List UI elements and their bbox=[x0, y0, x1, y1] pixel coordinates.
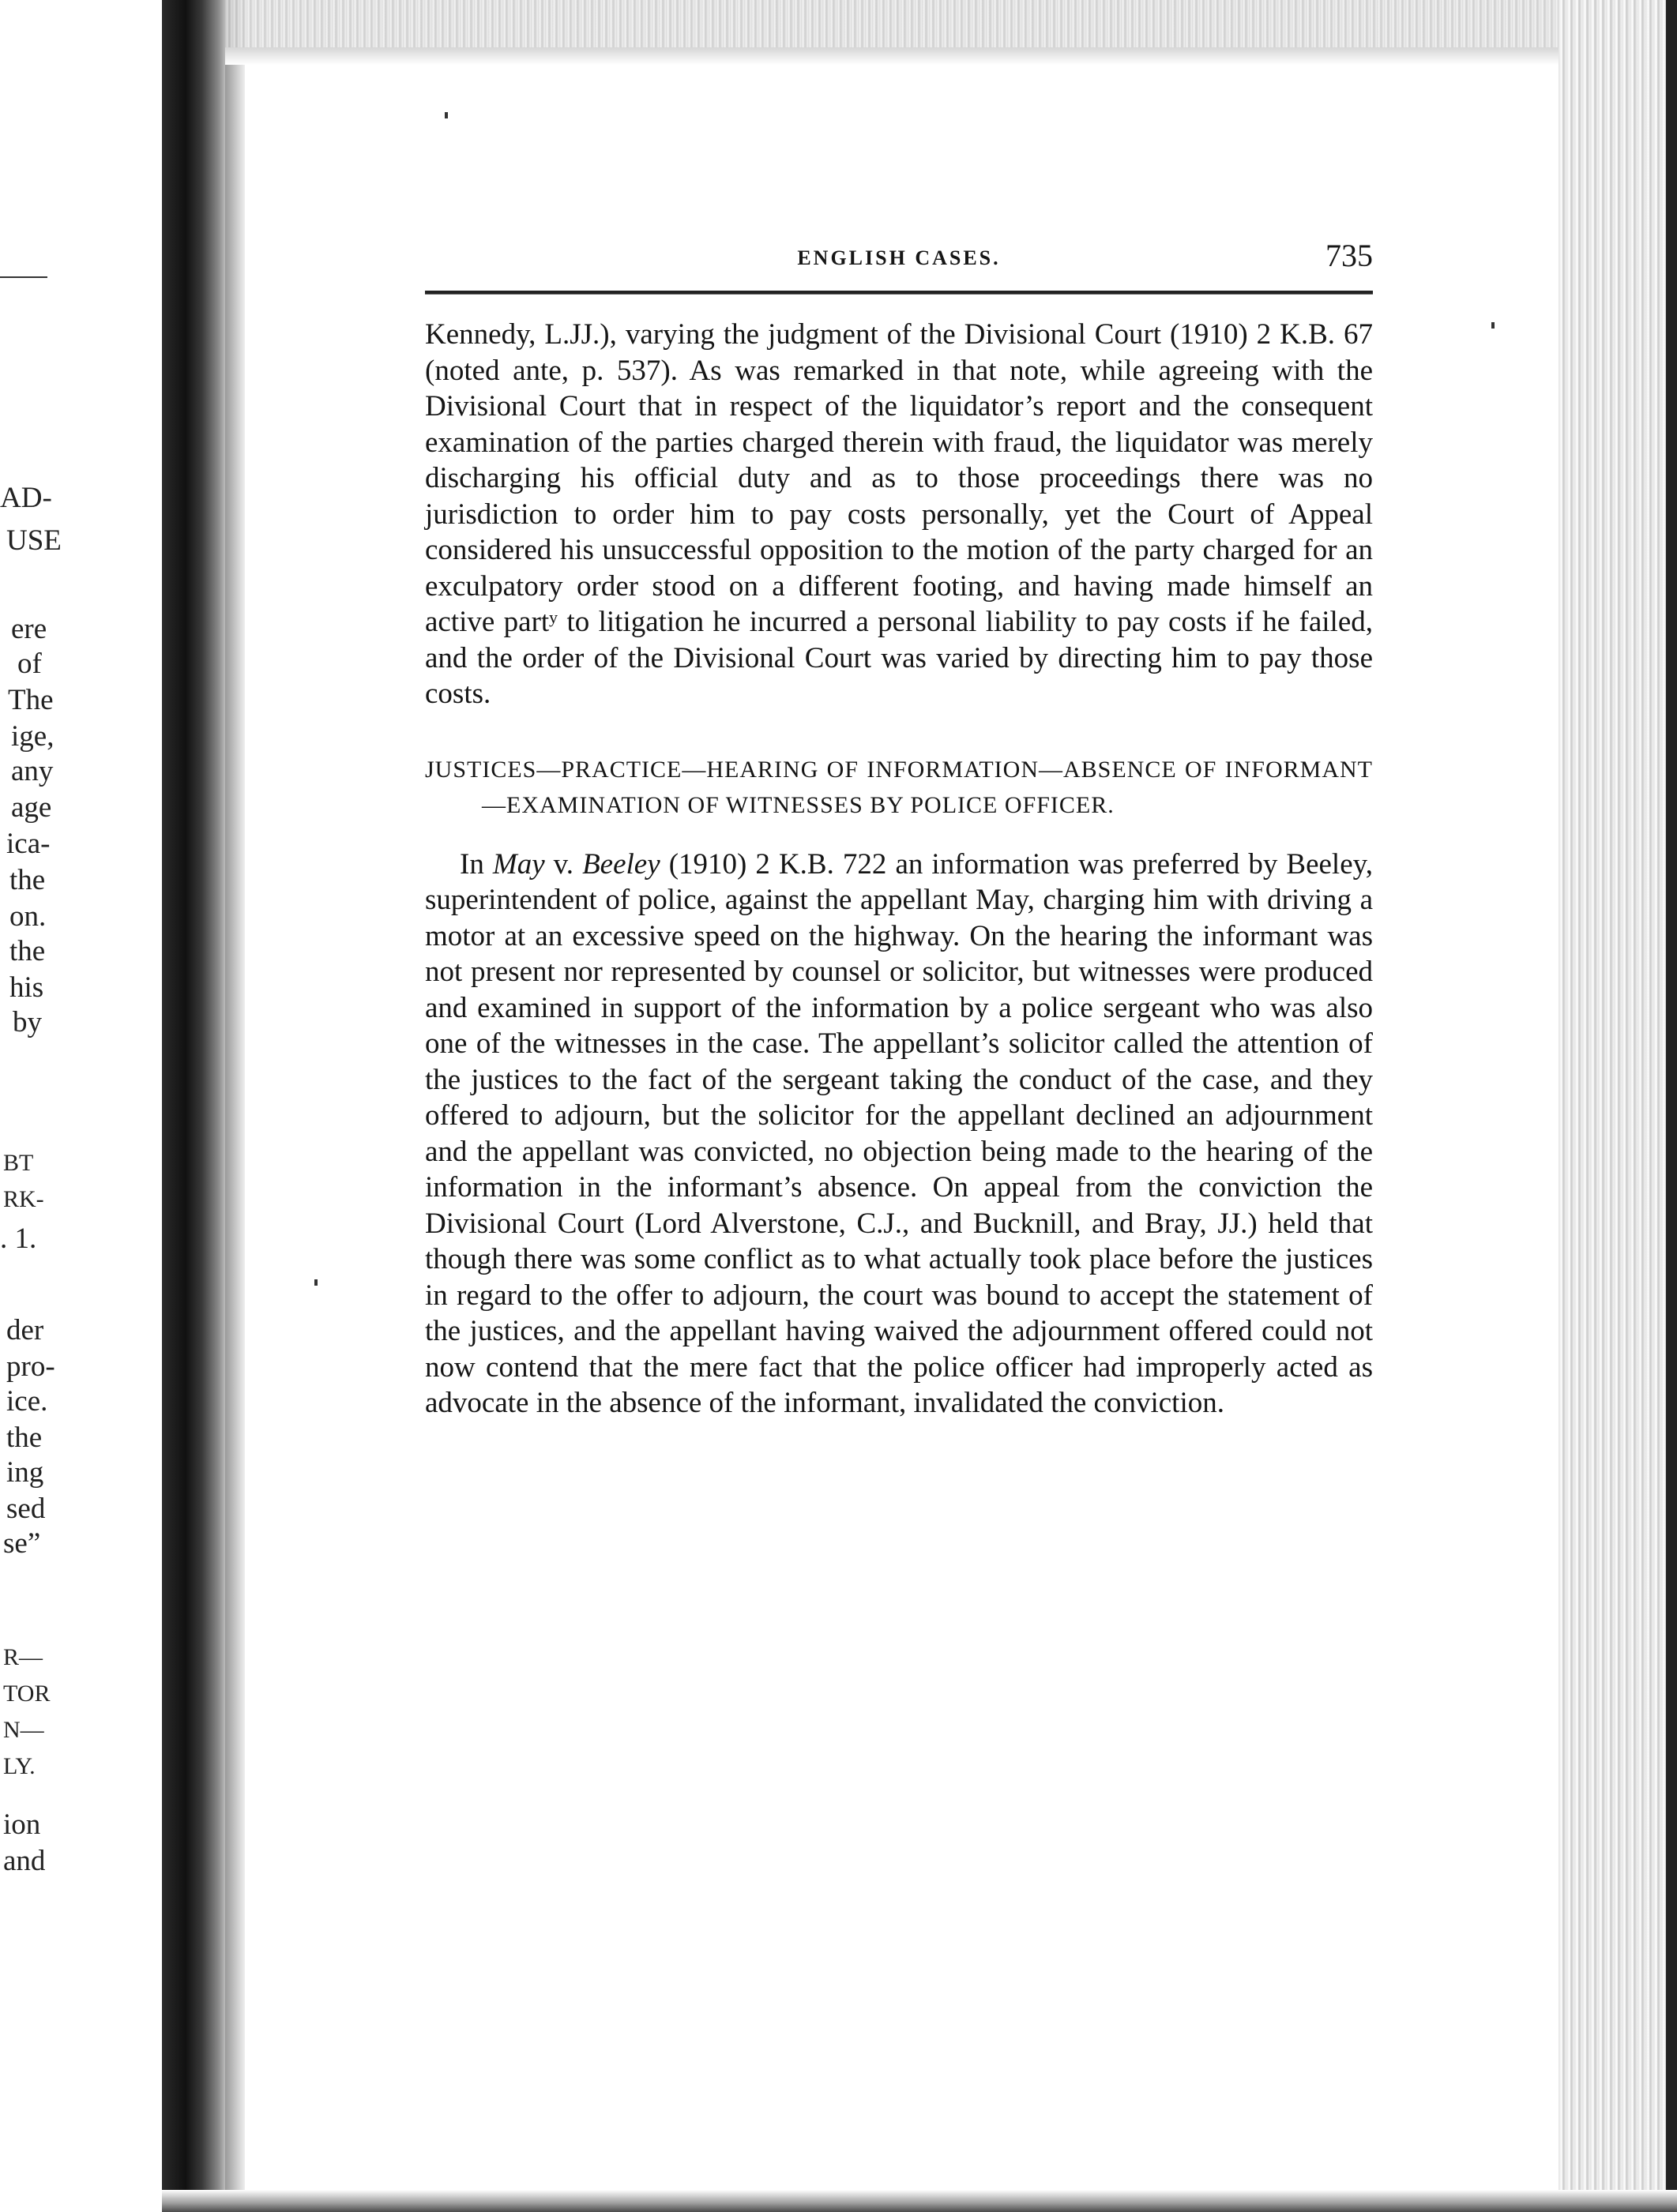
left-fragment: The bbox=[8, 684, 54, 716]
left-fragment: TOR bbox=[3, 1681, 51, 1707]
top-page-edge bbox=[225, 0, 1647, 47]
right-scan-border bbox=[1666, 0, 1677, 2212]
top-page-shadow bbox=[225, 47, 1647, 65]
left-fragment: sed bbox=[6, 1493, 46, 1525]
left-fragment: ere bbox=[11, 613, 47, 645]
scan-speck bbox=[314, 1279, 318, 1286]
bottom-page-edge bbox=[162, 2190, 1677, 2212]
case-party-1: May bbox=[492, 847, 545, 881]
right-page-stack bbox=[1559, 0, 1677, 2212]
case-headnote: JUSTICES—PRACTICE—HEARING OF INFORMATION—ABSENCE OF INFORMANT—EXAMINATION OF WITNESSES BY POLICE OFFICER. bbox=[425, 756, 1373, 818]
left-fragment: se” bbox=[3, 1527, 41, 1560]
header-rule bbox=[425, 291, 1373, 295]
left-fragment: of bbox=[17, 648, 42, 680]
running-head bbox=[425, 237, 1373, 284]
left-fragment: any bbox=[11, 755, 54, 787]
left-fragment: the bbox=[9, 935, 46, 967]
binding-edge bbox=[225, 0, 245, 2212]
case-versus: v. bbox=[544, 847, 583, 881]
book-binding-shadow bbox=[162, 0, 229, 2212]
paragraph-body: (1910) 2 K.B. 722 an information was preferred by Beeley, superintendent of police, against the appellant May, charging him with driving a motor at an excessive speed on the highway. On the hearing the informant was not present nor represented by counsel or solicitor, but witnesses were produced and examined in support of the information by a police sergeant who was also one of the witnesses in the case. The appellant’s solicitor called the attention of the justices to the fact of the sergeant taking the conduct of the case, and they offered to adjourn, but the solicitor for the appellant declined an adjournment and the appellant was convicted, no objection being made to the hearing of the information in the informant’s absence. On appeal from the conviction the Divisional Court (Lord Alverstone, C.J., and Bucknill, and Bray, JJ.) held that though there was some conflict as to what actually took place before the justices in regard to the offer to adjourn, the court was bound to accept the statement of the justices, and the appellant having waived the adjournment offered could not now contend that the mere fact that the police officer had improperly acted as advocate in the absence of the informant, invalidated the conviction. bbox=[425, 847, 1373, 1419]
left-fragment: ing bbox=[6, 1456, 44, 1489]
scan-speck bbox=[1491, 322, 1495, 329]
left-fragment: . 1. bbox=[0, 1222, 37, 1255]
left-fragment: RK- bbox=[3, 1186, 44, 1212]
paragraph-continuation: Kennedy, L.JJ.), varying the judgment of the Divisional Court (1910) 2 K.B. 67 (noted ante, p. 537). As was remarked in that note, while agreeing with the Divisional Court that in respect of the liquidator’s report and the consequent examination of the parties charged therein with fraud, the liquidator was merely discharging his official duty and as to those proceedings there was no jurisdiction to order him to pay costs personally, yet the Court of Appeal considered his unsuccessful opposition to the motion of the party charged for an exculpatory order stood on a different footing, and having made himself an active partʸ to litigation he incurred a personal liability to pay costs if he failed, and the order of the Divisional Court was varied by directing him to pay those costs. bbox=[425, 318, 1373, 710]
scan-speck bbox=[445, 112, 448, 118]
paragraph-intro: In bbox=[460, 847, 493, 881]
left-page-fragments bbox=[0, 0, 162, 2212]
page-number: 735 bbox=[1325, 238, 1373, 273]
left-fragment: the bbox=[6, 1421, 43, 1454]
case-party-2: Beeley bbox=[582, 847, 660, 881]
left-fragment: on. bbox=[9, 900, 47, 933]
left-fragment: der bbox=[6, 1314, 44, 1346]
left-fragment: LY. bbox=[3, 1753, 36, 1779]
left-fragment: ice. bbox=[6, 1385, 48, 1418]
left-page-rule bbox=[0, 276, 47, 278]
left-fragment: age bbox=[11, 791, 52, 824]
left-fragment: pro- bbox=[6, 1350, 55, 1383]
left-fragment: N— bbox=[3, 1717, 44, 1743]
left-fragment: by bbox=[13, 1006, 42, 1038]
left-fragment: ige, bbox=[11, 720, 55, 753]
left-fragment: R— bbox=[3, 1644, 43, 1670]
left-fragment: ion bbox=[3, 1808, 41, 1841]
left-fragment: his bbox=[9, 971, 44, 1004]
left-fragment: the bbox=[9, 864, 46, 896]
left-fragment: AD- bbox=[0, 482, 52, 514]
left-fragment: and bbox=[3, 1845, 46, 1877]
case-paragraph bbox=[425, 847, 1373, 1421]
left-fragment: USE bbox=[6, 524, 62, 557]
left-fragment: BT bbox=[3, 1150, 34, 1176]
book-page bbox=[425, 237, 1373, 1421]
running-title: ENGLISH CASES. bbox=[797, 246, 1001, 269]
left-fragment: ica- bbox=[6, 828, 51, 860]
